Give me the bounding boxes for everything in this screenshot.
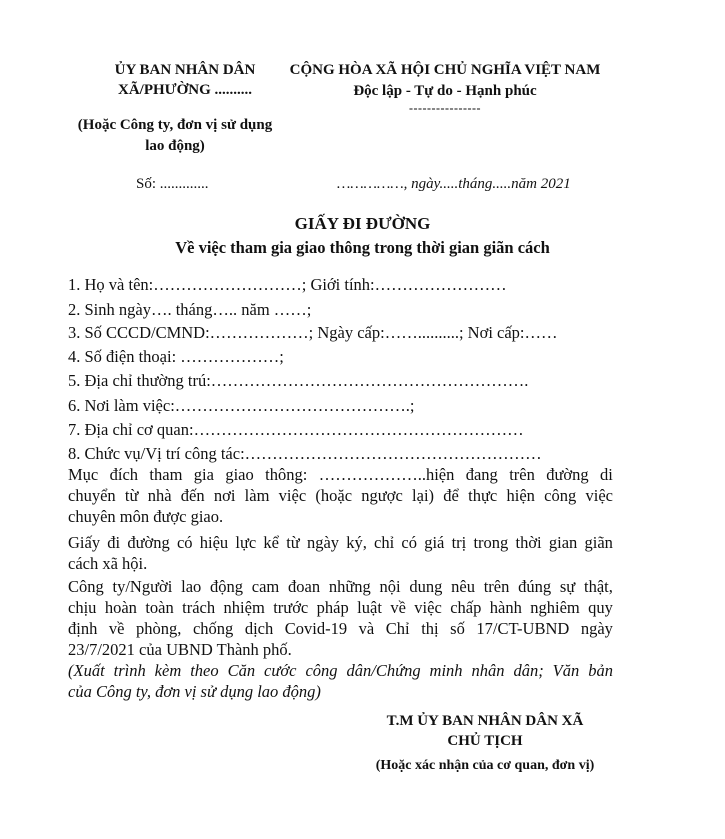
word: lại) [412,486,435,505]
word: ………………..hiện [318,465,455,484]
word: việc [278,486,307,505]
note-paragraph [68,660,613,702]
word: dân/Chứng [346,661,421,680]
commitment-line-4: 23/7/2021 của UBND Thành phố. [68,640,292,659]
word: định [68,619,98,638]
word: thị [421,619,439,638]
word: về [108,619,125,638]
purpose-line-3: chuyên môn được giao. [68,507,224,526]
field-phone: 4. Số điện thoại: ………………; [68,347,284,366]
word: chấp [450,598,482,617]
validity-line-2: cách xã hội. [68,554,148,573]
word: Covid-19 [284,619,348,638]
word: ngày [580,619,613,638]
signature-note: (Hoặc xác nhận của cơ quan, đơn vị) [375,758,595,773]
word: (hoặc [315,486,353,505]
issuer-note-line1: (Hoặc Công ty, đơn vị sử dụng [77,117,273,133]
word: đường [127,533,170,552]
word: trị [451,533,467,552]
word: Chỉ [385,619,410,638]
word: số [450,619,465,638]
word: 17/CT-UBND [476,619,570,638]
word: về [390,598,406,617]
commitment-line-3 [68,618,613,639]
word: hiện [506,486,535,505]
field-full-name: 1. Họ và tên:………………………; Giới tính:…………………… [68,275,507,294]
word: (Xuất [68,661,105,680]
word: Mục [68,465,99,484]
word: thời [515,533,542,552]
word: tham [149,465,183,484]
field-office-address: 7. Địa chỉ cơ quan:…………………………………………………… [68,420,524,439]
commitment-line-1 [68,576,613,597]
word: đích [109,465,139,484]
word: ký, [346,533,367,552]
word: hành [489,598,522,617]
word: làm [244,486,270,505]
ward-name: XÃ/PHƯỜNG .......... [117,82,253,98]
validity-paragraph [68,532,613,574]
word: theo [190,661,219,680]
word: nhiệm [223,598,265,617]
document-number: Số: ............. [136,176,209,192]
word: trên [509,465,535,484]
validity-line-1 [68,532,613,553]
word: lao [181,577,202,596]
word: Giấy [68,533,101,552]
word: và [358,619,375,638]
word: nêu [451,577,475,596]
document-title: GIẤY ĐI ĐƯỜNG [294,214,431,233]
field-birth-date: 2. Sinh ngày…. tháng….. năm ……; [68,300,312,319]
word: công [305,661,338,680]
word: đường [546,465,589,484]
word: đang [465,465,498,484]
word: chuyển [68,486,116,505]
word: ngày [306,533,340,552]
authority-name: ỦY BAN NHÂN DÂN [114,62,256,78]
word: nhà [147,486,172,505]
word: chịu [68,598,97,617]
word: giá [424,533,445,552]
word: phòng, [136,619,182,638]
document-subtitle: Về việc tham gia giao thông trong thời gian giãn cách [175,238,550,257]
word: thực [468,486,498,505]
word: lực [235,533,257,552]
word: ngược [361,486,403,505]
word: chỉ [374,533,395,552]
word: trên [483,577,510,596]
word: chống [192,619,234,638]
word: có [401,533,417,552]
word: từ [124,486,139,505]
word: kể [263,533,279,552]
purpose-line-1 [68,464,613,485]
word: ty/Người [112,577,173,596]
word: bản [588,661,613,680]
word: công [544,486,577,505]
word: gia [193,465,214,484]
field-position: 8. Chức vụ/Vị trí công tác:……………………………………………… [68,444,542,463]
word: nghiêm [530,598,580,617]
word: thông: [265,465,308,484]
country-name: CỘNG HÒA XÃ HỘI CHỦ NGHĨA VIỆT NAM [289,62,601,78]
purpose-paragraph [68,464,613,527]
word: việc [414,598,442,617]
word: trình [113,661,146,680]
field-workplace: 6. Nơi làm việc:…………………………………….; [68,396,415,415]
word: hoàn [104,598,137,617]
word: nội [379,577,401,596]
motto-underline: ---------------- [409,101,481,115]
field-permanent-address: 5. Địa chỉ thường trú:…………………………………………………. [68,371,529,390]
word: đoan [288,577,321,596]
purpose-line-2 [68,485,613,506]
note-line-1 [68,660,613,681]
word: Căn [227,661,256,680]
note-line-2: của Công ty, đơn vị sử dụng lao động) [68,682,321,701]
signature-title: T.M ỦY BAN NHÂN DÂN XÃ [386,713,584,729]
commitment-line-2 [68,597,613,618]
word: những [328,577,371,596]
word: Công [68,577,104,596]
word: Văn [552,661,580,680]
word: từ [286,533,300,552]
word: kèm [154,661,182,680]
word: minh [429,661,463,680]
word: dịch [244,619,274,638]
word: sự [559,577,576,596]
word: giãn [584,533,613,552]
word: pháp [316,598,349,617]
word: gian [548,533,578,552]
commitment-paragraph [68,576,613,660]
word: di [600,465,613,484]
word: nơi [213,486,236,505]
word: hiệu [199,533,229,552]
word: dân; [513,661,544,680]
field-id-number: 3. Số CCCD/CMND:………………; Ngày cấp:……..........; Nơi cấp:…… [68,323,558,342]
word: cước [264,661,297,680]
word: toàn [145,598,174,617]
word: quy [588,598,613,617]
word: động [210,577,244,596]
word: nhân [471,661,505,680]
word: giao [225,465,254,484]
word: có [176,533,193,552]
word: trong [473,533,509,552]
issue-date: ……………, ngày.....tháng.....năm 2021 [337,176,571,192]
national-motto: Độc lập - Tự do - Hạnh phúc [353,83,537,99]
word: trách [182,598,216,617]
word: trước [273,598,309,617]
word: luật [357,598,382,617]
word: đến [180,486,205,505]
word: đi [107,533,121,552]
issuer-note-line2: lao động) [145,138,205,154]
word: đúng [518,577,552,596]
word: thật, [584,577,613,596]
signature-role: CHỦ TỊCH [447,733,523,749]
word: việc [585,486,613,505]
word: để [443,486,459,505]
word: dung [409,577,443,596]
word: cam [251,577,280,596]
